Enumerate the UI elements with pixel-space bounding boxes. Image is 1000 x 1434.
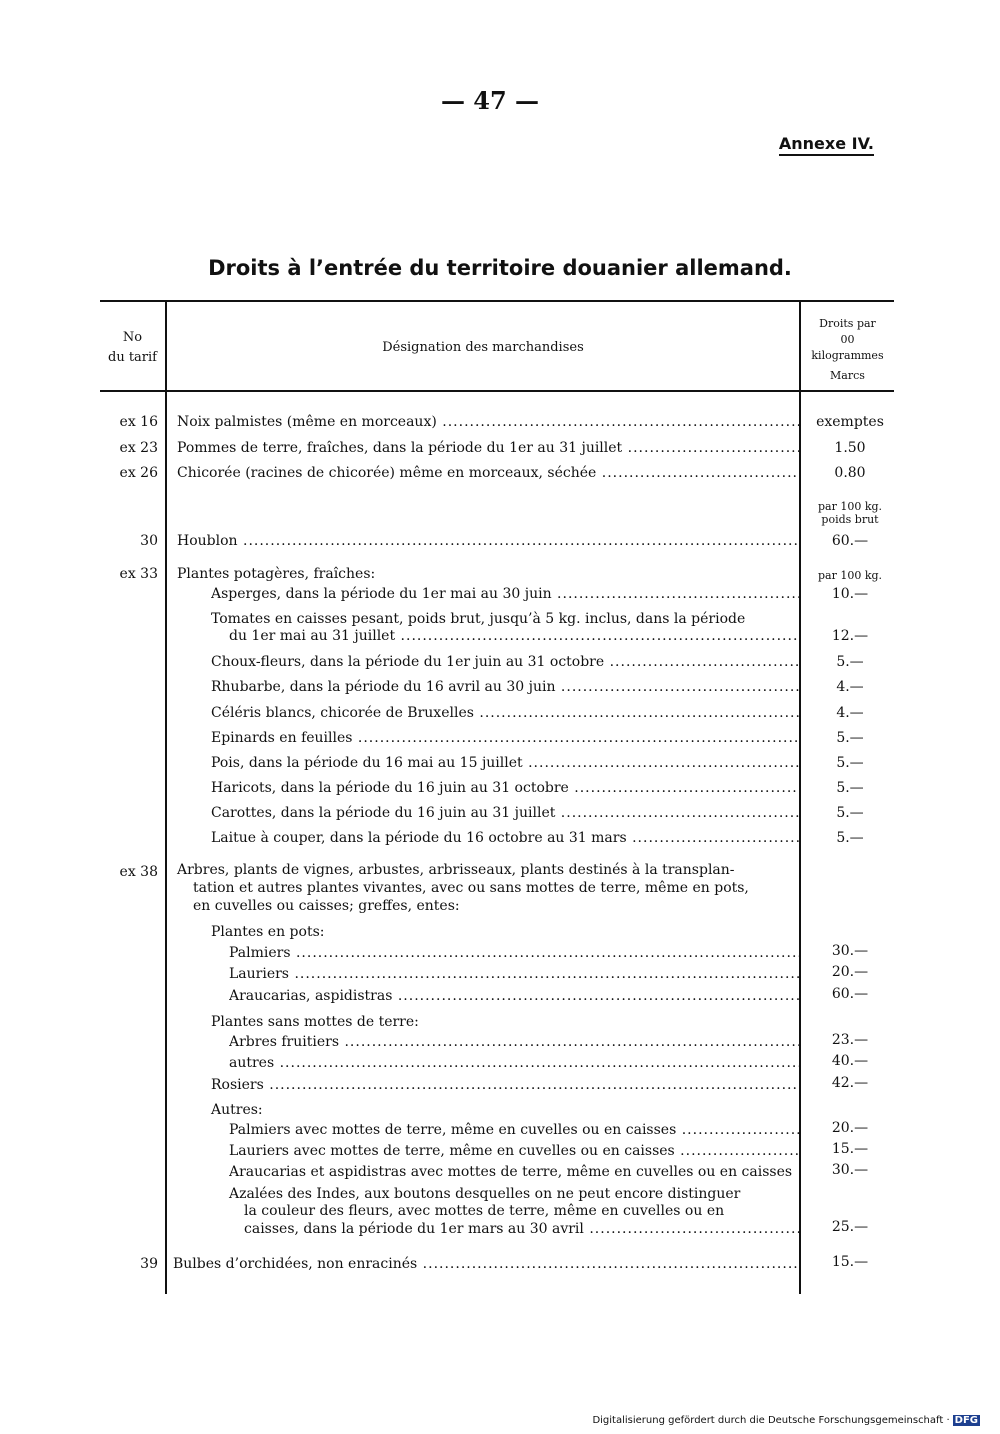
duty-value: 1.50 <box>834 440 866 456</box>
duty-value: 20.— <box>831 964 869 980</box>
duty-value: 5.— <box>836 730 864 746</box>
item-designation: Araucarias, aspidistras ..... <box>229 988 800 1005</box>
item-designation: Choux-fleurs, dans la période du 1er juin au 31 octobre ..... <box>211 654 800 671</box>
item-designation-cont: caisses, dans la période du 1er mars au 30 avril ..... <box>244 1221 800 1238</box>
duty-value: 25.— <box>831 1219 869 1235</box>
subgroup-heading: Plantes en pots: <box>211 924 325 940</box>
annex-label: Annexe IV. <box>779 134 874 156</box>
tariff-number: ex 26 <box>119 465 158 481</box>
duty-unit-note: par 100 kg. poids brut <box>817 500 883 526</box>
tariff-number: ex 16 <box>119 414 158 430</box>
dfg-logo: DFG <box>954 1415 978 1426</box>
header-tariff-no: No du tarif <box>108 330 157 365</box>
table-top-rule <box>100 300 894 302</box>
item-designation: Carottes, dans la période du 16 juin au 31 juillet ..... <box>211 805 800 822</box>
duty-value: 4.— <box>836 705 864 721</box>
item-designation: Epinards en feuilles ..... <box>211 730 800 747</box>
duty-value: 4.— <box>836 679 864 695</box>
item-designation: Arbres, plants de vignes, arbustes, arbrisseaux, plants destinés à la transplan- <box>177 862 735 878</box>
tariff-number: ex 38 <box>119 864 158 880</box>
page-number: — 47 — <box>440 86 540 115</box>
duty-value: 5.— <box>836 755 864 771</box>
tariff-number: ex 33 <box>119 566 158 582</box>
subgroup-heading: Plantes sans mottes de terre: <box>211 1014 419 1030</box>
duty-value: 10.— <box>831 586 869 602</box>
item-designation: Céléris blancs, chicorée de Bruxelles ..... <box>211 705 800 722</box>
duty-value: 23.— <box>831 1032 869 1048</box>
item-designation: Azalées des Indes, aux boutons desquelles on ne peut encore distinguer <box>229 1186 741 1202</box>
item-designation: Palmiers ..... <box>229 945 800 962</box>
duty-value: 40.— <box>831 1053 869 1069</box>
digitization-credit: Digitalisierung gefördert durch die Deutsche Forschungsgemeinschaft · DFG <box>592 1415 978 1426</box>
duty-value: exemptes <box>816 414 884 430</box>
column-divider-left <box>165 302 167 1294</box>
item-designation: Palmiers avec mottes de terre, même en cuvelles ou en caisses ..... <box>229 1122 800 1139</box>
duty-value: 0.80 <box>834 465 866 481</box>
item-designation-cont: du 1er mai au 31 juillet ..... <box>229 628 800 645</box>
duty-value: 30.— <box>831 943 869 959</box>
header-designation: Désignation des marchandises <box>382 340 584 355</box>
tariff-number: 39 <box>140 1256 158 1272</box>
duty-value: 5.— <box>836 805 864 821</box>
item-designation: Tomates en caisses pesant, poids brut, jusqu’à 5 kg. inclus, dans la période <box>211 611 746 627</box>
duty-value: 15.— <box>831 1254 869 1270</box>
item-designation: Houblon ..... <box>177 533 800 550</box>
item-designation: Lauriers ..... <box>229 966 800 983</box>
item-designation: Araucarias et aspidistras avec mottes de terre, même en cuvelles ou en caisses <box>229 1164 793 1180</box>
item-designation: Arbres fruitiers ..... <box>229 1034 800 1051</box>
duty-unit-note: par 100 kg. <box>817 569 883 582</box>
duty-value: 20.— <box>831 1120 869 1136</box>
item-designation: Pommes de terre, fraîches, dans la période du 1er au 31 juillet ..... <box>177 440 800 457</box>
duty-value: 5.— <box>836 830 864 846</box>
tariff-number: 30 <box>140 533 158 549</box>
item-designation: Laitue à couper, dans la période du 16 octobre au 31 mars ..... <box>211 830 800 847</box>
subgroup-heading: Autres: <box>211 1102 263 1118</box>
duty-value: 30.— <box>831 1162 869 1178</box>
duty-value: 60.— <box>831 533 869 549</box>
item-designation: Plantes potagères, fraîches: <box>177 566 376 582</box>
duty-value: 5.— <box>836 654 864 670</box>
item-designation: autres ..... <box>229 1055 800 1072</box>
item-designation: Rosiers ..... <box>211 1077 800 1094</box>
item-designation: Asperges, dans la période du 1er mai au 30 juin ..... <box>211 586 800 603</box>
header-duties: Droits par 00 kilogrammes Marcs <box>811 317 884 382</box>
item-designation-cont: tation et autres plantes vivantes, avec ou sans mottes de terre, même en pots, <box>193 880 749 896</box>
item-designation: Chicorée (racines de chicorée) même en morceaux, séchée ..... <box>177 465 800 482</box>
item-designation: Noix palmistes (même en morceaux) ..... <box>177 414 800 431</box>
item-designation: Bulbes d’orchidées, non enracinés ..... <box>173 1256 800 1273</box>
duty-value: 5.— <box>836 780 864 796</box>
item-designation-cont: la couleur des fleurs, avec mottes de terre, même en cuvelles ou en <box>244 1203 725 1219</box>
duty-value: 15.— <box>831 1141 869 1157</box>
item-designation: Rhubarbe, dans la période du 16 avril au 30 juin ..... <box>211 679 800 696</box>
header-bottom-rule <box>100 390 894 392</box>
item-designation: Haricots, dans la période du 16 juin au 31 octobre ..... <box>211 780 800 797</box>
duty-value: 42.— <box>831 1075 869 1091</box>
item-designation: Lauriers avec mottes de terre, même en cuvelles ou en caisses ..... <box>229 1143 800 1160</box>
duty-value: 12.— <box>831 628 869 644</box>
page-title: Droits à l’entrée du territoire douanier allemand. <box>208 256 792 280</box>
item-designation: Pois, dans la période du 16 mai au 15 juillet ..... <box>211 755 800 772</box>
tariff-number: ex 23 <box>119 440 158 456</box>
item-designation-cont: en cuvelles ou caisses; greffes, entes: <box>193 898 460 914</box>
duty-value: 60.— <box>831 986 869 1002</box>
